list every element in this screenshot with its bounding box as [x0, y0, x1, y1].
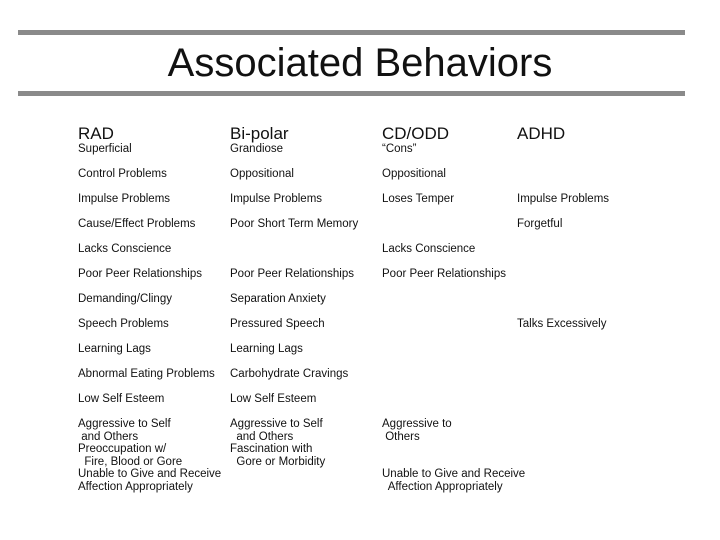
behavior-cell: Separation Anxiety: [230, 293, 326, 305]
behavior-cell: Oppositional: [382, 168, 446, 180]
behavior-cell: Demanding/Clingy: [78, 293, 172, 305]
behavior-cell: Learning Lags: [230, 343, 303, 355]
behavior-cell: “Cons”: [382, 143, 417, 155]
behavior-cell: Poor Peer Relationships: [78, 268, 203, 280]
behavior-cell: Unable to Give and Receive Affection Appropriately: [382, 468, 526, 493]
behavior-cell: Poor Peer Relationships: [230, 268, 355, 280]
behavior-cell: Poor Short Term Memory: [230, 218, 359, 230]
behavior-cell: Oppositional: [230, 168, 294, 180]
behavior-cell: Speech Problems: [78, 318, 169, 330]
behavior-cell: Control Problems: [78, 168, 167, 180]
behavior-cell: Impulse Problems: [230, 193, 323, 205]
behavior-cell: Unable to Give and Receive Affection Appropriately: [78, 468, 222, 493]
behavior-cell: Fascination with Gore or Morbidity: [230, 443, 326, 468]
behavior-cell: Grandiose: [230, 143, 284, 155]
behavior-cell: Poor Peer Relationships: [382, 268, 507, 280]
behavior-cell: Impulse Problems: [517, 193, 610, 205]
behavior-cell: Lacks Conscience: [78, 243, 172, 255]
bottom-rule: [18, 91, 685, 96]
behavior-cell: Low Self Esteem: [230, 393, 317, 405]
slide-title: Associated Behaviors: [167, 41, 553, 85]
top-rule: [18, 30, 685, 35]
behavior-cell: Aggressive to Others: [382, 418, 452, 443]
behavior-cell: Learning Lags: [78, 343, 151, 355]
behavior-cell: Lacks Conscience: [382, 243, 476, 255]
behavior-cell: Aggressive to Self and Others: [78, 418, 171, 443]
behavior-cell: Abnormal Eating Problems: [78, 368, 215, 380]
behavior-cell: Impulse Problems: [78, 193, 171, 205]
behavior-cell: Pressured Speech: [230, 318, 325, 330]
column-header-cd-odd: CD/ODD: [382, 124, 450, 143]
behavior-cell: Aggressive to Self and Others: [230, 418, 323, 443]
column-header-adhd: ADHD: [517, 124, 566, 143]
behavior-cell: Cause/Effect Problems: [78, 218, 196, 230]
behavior-cell: Carbohydrate Cravings: [230, 368, 349, 380]
behavior-cell: Superficial: [78, 143, 132, 155]
behavior-cell: Low Self Esteem: [78, 393, 165, 405]
behavior-cell: Talks Excessively: [517, 318, 607, 330]
column-header-bipolar: Bi-polar: [230, 124, 289, 143]
behavior-cell: Forgetful: [517, 218, 563, 230]
behavior-cell: Loses Temper: [382, 193, 455, 205]
column-header-rad: RAD: [78, 124, 114, 143]
behavior-cell: Preoccupation w/ Fire, Blood or Gore: [78, 443, 183, 468]
